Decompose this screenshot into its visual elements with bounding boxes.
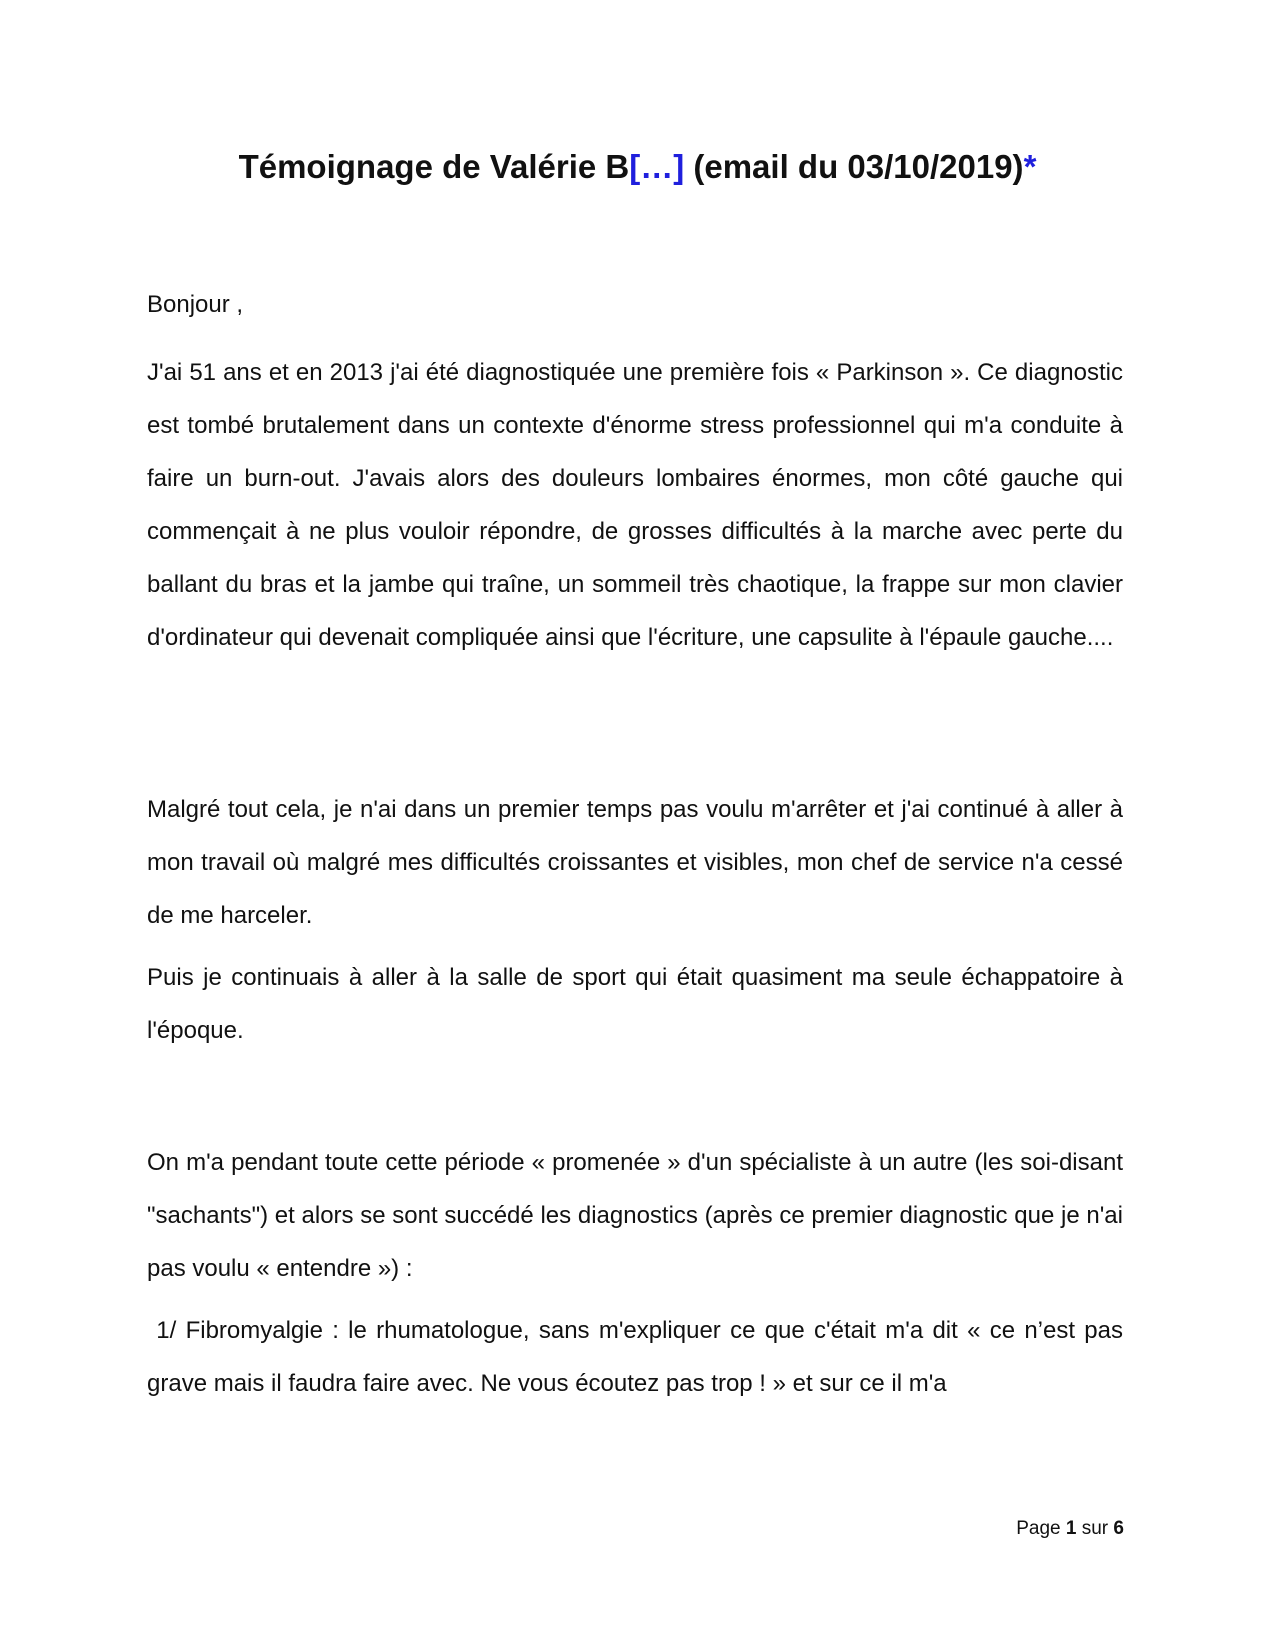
title-prefix: Témoignage de Valérie B bbox=[238, 148, 630, 185]
paragraph-specialists: On m'a pendant toute cette période « promenée » d'un spécialiste à un autre (les soi-disant "sachants") et alors se sont succédé les diagnostics (après ce premier diagnostic que je n'ai pas voulu « entendre ») : bbox=[147, 1149, 1123, 1282]
paragraph-greeting: Bonjour , bbox=[147, 291, 244, 318]
paragraph-sport: Puis je continuais à aller à la salle de sport qui était quasiment ma seule échappatoire à l'époque. bbox=[147, 964, 1123, 1044]
footer-page-number: 1 bbox=[1065, 1518, 1077, 1539]
document-title bbox=[0, 145, 1275, 189]
paragraph-work: Malgré tout cela, je n'ai dans un premier temps pas voulu m'arrêter et j'ai continué à aller à mon travail où malgré mes difficultés croissantes et visibles, mon chef de service n'a cessé de me harceler. bbox=[147, 796, 1123, 929]
title-ellipsis: […] bbox=[629, 148, 685, 185]
title-suffix: (email du 03/10/2019) bbox=[684, 148, 1024, 185]
footer-page-word: Page bbox=[1016, 1518, 1061, 1539]
title-asterisk: * bbox=[1023, 148, 1037, 185]
page-footer bbox=[1016, 1516, 1124, 1542]
footer-page-total: 6 bbox=[1113, 1518, 1124, 1539]
paragraph-fibromyalgia: 1/ Fibromyalgie : le rhumatologue, sans m'expliquer ce que c'était m'a dit « ce n’est pas grave mais il faudra faire avec. Ne vous écoutez pas trop ! » et sur ce il m'a bbox=[147, 1317, 1130, 1397]
paragraph-diagnosis: J'ai 51 ans et en 2013 j'ai été diagnostiquée une première fois « Parkinson ». Ce diagnostic est tombé brutalement dans un contexte d'énorme stress professionnel qui m'a conduite à faire un burn-out. J'avais alors des douleurs lombaires énormes, mon côté gauche qui commençait à ne plus vouloir répondre, de grosses difficultés à la marche avec perte du ballant du bras et la jambe qui traîne, un sommeil très chaotique, la frappe sur mon clavier d'ordinateur qui devenait compliquée ainsi que l'écriture, une capsulite à l'épaule gauche.... bbox=[147, 359, 1123, 651]
footer-of-word: sur bbox=[1081, 1518, 1109, 1539]
